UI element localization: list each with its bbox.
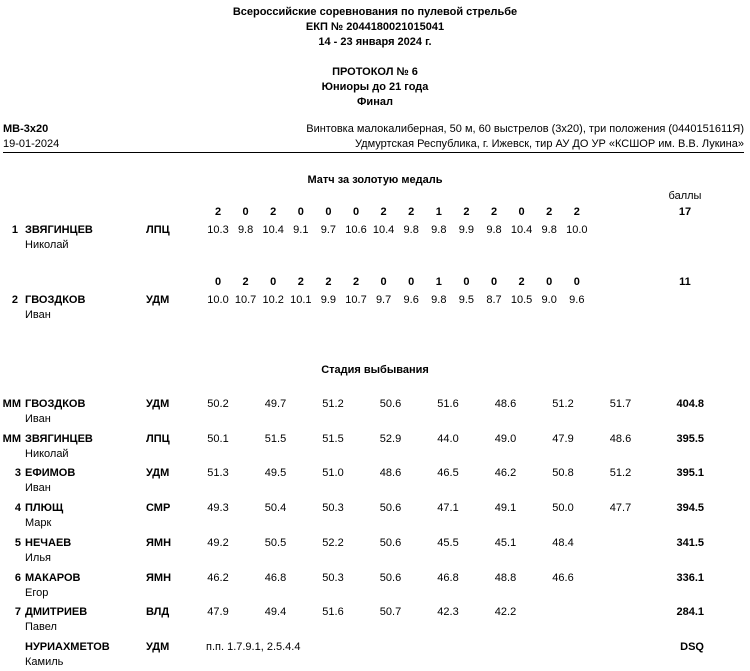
series-score: 48.6	[379, 467, 402, 480]
shot-score: 10.7	[345, 294, 367, 306]
series-score: 49.1	[494, 502, 517, 515]
athlete-rank: 5	[14, 536, 21, 549]
series-score: 50.5	[264, 536, 287, 549]
match-point: 0	[408, 276, 415, 288]
series-score: 50.7	[379, 606, 402, 619]
total-score: 395.5	[676, 432, 704, 445]
match-point: 0	[380, 276, 387, 288]
series-score: 50.0	[552, 502, 574, 515]
series-score: 50.6	[379, 398, 402, 410]
series-score: 51.6	[437, 398, 459, 410]
athlete-name: Иван	[25, 413, 51, 425]
athlete-rank: 1	[11, 224, 18, 236]
event-date: 19-01-2024	[3, 138, 60, 150]
shot-score: 10.5	[510, 294, 533, 306]
series-score: 51.5	[264, 432, 287, 445]
series-score: 50.8	[552, 467, 574, 480]
series-score: 49.3	[207, 502, 229, 515]
athlete-region: ВЛД	[146, 606, 170, 619]
series-score: 49.2	[207, 536, 229, 549]
protocol-number: ПРОТОКОЛ № 6	[332, 66, 418, 78]
athlete-name: Павел	[25, 621, 57, 634]
series-score: 48.6	[609, 432, 632, 445]
match-point: 2	[463, 206, 470, 218]
series-score: 45.1	[494, 536, 517, 549]
athlete-name: Иван	[25, 309, 51, 321]
shot-score: 9.8	[431, 224, 447, 236]
athlete-name: Егор	[25, 586, 49, 599]
header-divider	[3, 152, 744, 153]
match-point: 0	[573, 276, 580, 288]
series-score: 50.3	[322, 571, 344, 584]
series-score: 49.4	[264, 606, 287, 619]
match-point: 2	[214, 206, 222, 218]
shot-score: 9.7	[320, 224, 337, 236]
shot-score: 9.1	[293, 224, 309, 236]
athlete-rank: 3	[14, 467, 21, 480]
series-score: 47.7	[609, 502, 632, 515]
match-point: 2	[490, 206, 498, 218]
match-point: 2	[546, 206, 553, 218]
shot-score: 10.0	[207, 294, 229, 306]
match-point: 2	[270, 206, 277, 218]
match-point: 1	[435, 206, 442, 218]
athlete-surname: НЕЧАЕВ	[25, 536, 72, 549]
series-score: 49.5	[264, 467, 287, 480]
match-point: 2	[325, 276, 332, 288]
series-score: 46.5	[437, 467, 459, 480]
shot-score: 10.6	[345, 224, 367, 236]
shot-score: 9.8	[403, 224, 419, 236]
series-score: 48.8	[494, 571, 517, 584]
athlete-region: ЛПЦ	[146, 432, 170, 445]
match-point: 0	[242, 206, 249, 218]
series-score: 50.6	[379, 536, 402, 549]
match-point: 0	[352, 206, 360, 218]
series-score: 48.4	[552, 536, 574, 549]
series-score: 47.9	[207, 606, 229, 619]
shot-score: 9.8	[486, 224, 502, 236]
athlete-region: СМР	[146, 502, 171, 515]
match-point: 2	[518, 276, 525, 288]
shot-score: 9.9	[320, 294, 337, 306]
shot-score: 10.7	[234, 294, 257, 306]
athlete-region: УДМ	[146, 398, 170, 410]
series-score: 42.2	[494, 606, 517, 619]
total-score: 341.5	[676, 536, 704, 549]
match-point: 1	[435, 276, 442, 288]
athlete-surname: ЕФИМОВ	[25, 467, 76, 480]
series-score: 47.9	[552, 432, 574, 445]
shot-score: 9.9	[458, 224, 475, 236]
series-score: 50.4	[264, 502, 287, 515]
event-description: Винтовка малокалиберная, 50 м, 60 выстрелов (3х20), три положения (0440151611Я)	[306, 123, 744, 135]
athlete-name: Камиль	[25, 655, 64, 668]
shot-score: 9.7	[375, 294, 392, 306]
athlete-rank: ММ	[2, 398, 21, 410]
disqualification-note: п.п. 1.7.9.1, 2.5.4.4	[206, 640, 301, 653]
ekp-number: ЕКП № 2044180021015041	[305, 21, 445, 33]
series-score: 51.2	[609, 467, 632, 480]
athlete-rank: 4	[14, 502, 21, 515]
athlete-region: УДМ	[146, 640, 170, 653]
series-score: 51.2	[552, 398, 574, 410]
match-point: 2	[297, 276, 304, 288]
shot-score: 9.8	[541, 224, 557, 236]
total-score: 404.8	[676, 398, 704, 410]
match-point: 0	[546, 276, 553, 288]
series-score: 51.0	[322, 467, 344, 480]
shot-score: 9.8	[431, 294, 447, 306]
athlete-surname: ГВОЗДКОВ	[25, 398, 86, 410]
match-point: 0	[297, 206, 304, 218]
shot-score: 9.8	[237, 224, 254, 236]
shot-score: 10.0	[566, 224, 588, 236]
athlete-region: ЯМН	[146, 571, 172, 584]
series-score: 49.7	[264, 398, 287, 410]
shot-score: 8.7	[486, 294, 502, 306]
series-score: 46.2	[494, 467, 517, 480]
series-score: 52.2	[322, 536, 344, 549]
athlete-surname: ПЛЮЩ	[25, 502, 64, 515]
series-score: 51.2	[322, 398, 344, 410]
elimination-title: Стадия выбывания	[321, 364, 429, 376]
shot-score: 10.2	[262, 294, 284, 306]
athlete-surname: ЗВЯГИНЦЕВ	[25, 224, 93, 236]
points-column-label: баллы	[668, 190, 702, 202]
shot-score: 10.1	[290, 294, 312, 306]
athlete-region: УДМ	[146, 467, 170, 480]
match-point: 0	[270, 276, 277, 288]
match-point: 2	[380, 206, 387, 218]
match-point: 0	[214, 276, 222, 288]
athlete-name: Марк	[25, 517, 52, 530]
total-score: 284.1	[676, 606, 704, 619]
shot-score: 9.6	[403, 294, 419, 306]
series-score: 50.6	[379, 502, 402, 515]
series-score: 50.2	[207, 398, 229, 410]
series-score: 50.3	[322, 502, 344, 515]
series-score: 51.3	[207, 467, 229, 480]
series-score: 52.9	[379, 432, 402, 445]
total-score: 394.5	[676, 502, 704, 515]
series-score: 50.6	[379, 571, 402, 584]
athlete-surname: МАКАРОВ	[25, 571, 81, 584]
shot-score: 9.5	[458, 294, 475, 306]
series-score: 46.8	[437, 571, 459, 584]
match-point: 0	[325, 206, 332, 218]
athlete-rank: 6	[14, 571, 21, 584]
shot-score: 10.4	[262, 224, 284, 236]
series-score: 50.1	[207, 432, 229, 445]
series-score: 51.6	[322, 606, 344, 619]
match-point: 2	[242, 276, 249, 288]
match-point: 0	[490, 276, 498, 288]
match-point: 0	[463, 276, 470, 288]
series-score: 42.3	[437, 606, 459, 619]
total-score: DSQ	[680, 640, 704, 653]
athlete-name: Иван	[25, 482, 51, 495]
series-score: 44.0	[437, 432, 459, 445]
series-score: 45.5	[437, 536, 459, 549]
match-point: 0	[518, 206, 525, 218]
match-point: 2	[573, 206, 580, 218]
event-venue: Удмуртская Республика, г. Ижевск, тир АУ ДО УР «КСШОР им. В.В. Лукина»	[355, 138, 744, 150]
athlete-surname: ГВОЗДКОВ	[25, 294, 86, 306]
shot-score: 10.3	[207, 224, 229, 236]
athlete-surname: НУРИАХМЕТОВ	[25, 640, 110, 653]
athlete-rank: 2	[11, 294, 18, 306]
match-point: 2	[408, 206, 415, 218]
athlete-name: Илья	[25, 551, 52, 564]
series-score: 46.6	[552, 571, 574, 584]
athlete-name: Николай	[25, 447, 69, 460]
athlete-region: ЛПЦ	[146, 224, 170, 236]
series-score: 51.7	[609, 398, 632, 410]
shot-score: 9.6	[569, 294, 585, 306]
stage-name: Финал	[357, 96, 393, 108]
athlete-rank: ММ	[2, 432, 21, 445]
series-score: 46.2	[207, 571, 229, 584]
series-score: 47.1	[437, 502, 459, 515]
match-total-points: 17	[678, 206, 692, 218]
match-point: 2	[352, 276, 360, 288]
match-total-points: 11	[679, 276, 691, 288]
athlete-surname: ЗВЯГИНЦЕВ	[25, 432, 93, 445]
shot-score: 9.0	[541, 294, 557, 306]
total-score: 395.1	[676, 467, 704, 480]
athlete-region: УДМ	[146, 294, 170, 306]
event-dates: 14 - 23 января 2024 г.	[318, 36, 432, 48]
athlete-name: Николай	[25, 239, 69, 251]
total-score: 336.1	[676, 571, 704, 584]
athlete-surname: ДМИТРИЕВ	[25, 606, 88, 619]
shot-score: 10.4	[510, 224, 533, 236]
event-code: МВ-3х20	[3, 123, 49, 135]
gold-match-title: Матч за золотую медаль	[307, 174, 443, 186]
shot-score: 10.4	[372, 224, 395, 236]
athlete-rank: 7	[14, 606, 21, 619]
series-score: 48.6	[494, 398, 517, 410]
athlete-region: ЯМН	[146, 536, 172, 549]
series-score: 46.8	[264, 571, 287, 584]
series-score: 49.0	[494, 432, 517, 445]
series-score: 51.5	[322, 432, 344, 445]
age-category: Юниоры до 21 года	[321, 81, 429, 93]
event-title: Всероссийские соревнования по пулевой стрельбе	[232, 6, 518, 18]
